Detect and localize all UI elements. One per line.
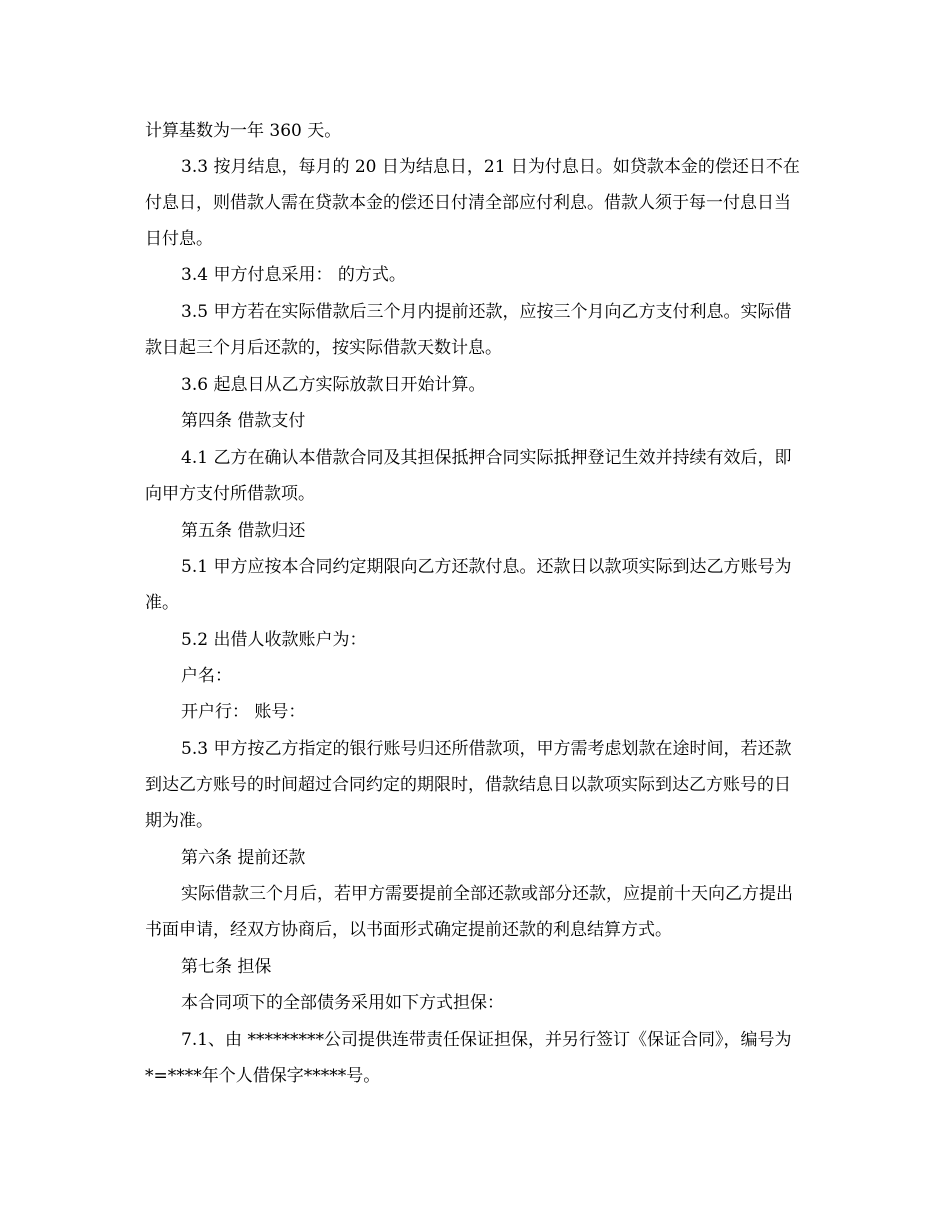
paragraph-5-1: 5.1 甲方应按本合同约定期限向乙方还款付息。还款日以款项实际到达乙方账号为准。 bbox=[145, 557, 792, 613]
paragraph-7-1: 7.1、由 *********公司提供连带责任保证担保，并另行签订《保证合同》，编号为*=****年个人借保字*****号。 bbox=[145, 1030, 792, 1086]
section-heading-4: 第四条 借款支付 bbox=[181, 411, 306, 431]
section-heading-5: 第五条 借款归还 bbox=[181, 521, 306, 541]
paragraph-3-3: 3.3 按月结息，每月的 20 日为结息日，21 日为付息日。如贷款本金的偿还日不在付息日，则借款人需在贷款本金的偿还日付清全部应付利息。借款人须于每一付息日当日付息。 bbox=[145, 157, 800, 249]
paragraph-3-6: 3.6 起息日从乙方实际放款日开始计算。 bbox=[181, 375, 486, 395]
section-heading-7: 第七条 担保 bbox=[181, 957, 272, 977]
paragraph-guarantee-intro: 本合同项下的全部债务采用如下方式担保： bbox=[181, 993, 504, 1013]
paragraph-prepayment: 实际借款三个月后，若甲方需要提前全部还款或部分还款，应提前十天向乙方提出书面申请，经双方协商后，以书面形式确定提前还款的利息结算方式。 bbox=[145, 884, 793, 940]
paragraph-5-3: 5.3 甲方按乙方指定的银行账号归还所借款项，甲方需考虑划款在途时间，若还款到达乙方账号的时间超过合同约定的期限时，借款结息日以款项实际到达乙方账号的日期为准。 bbox=[145, 739, 792, 831]
paragraph-4-1: 4.1 乙方在确认本借款合同及其担保抵押合同实际抵押登记生效并持续有效后，即向甲方支付所借款项。 bbox=[145, 448, 792, 504]
paragraph-3-4: 3.4 甲方付息采用： 的方式。 bbox=[181, 265, 406, 285]
section-heading-6: 第六条 提前还款 bbox=[181, 848, 306, 868]
paragraph-3-5: 3.5 甲方若在实际借款后三个月内提前还款，应按三个月向乙方支付利息。实际借款日起三个月后还款的，按实际借款天数计息。 bbox=[145, 302, 792, 358]
account-name-line: 户名： bbox=[181, 666, 232, 686]
paragraph-5-2: 5.2 出借人收款账户为： bbox=[181, 630, 367, 650]
paragraph-interest-basis: 计算基数为一年 360 天。 bbox=[145, 121, 342, 141]
bank-account-line: 开户行： 账号： bbox=[181, 702, 306, 722]
